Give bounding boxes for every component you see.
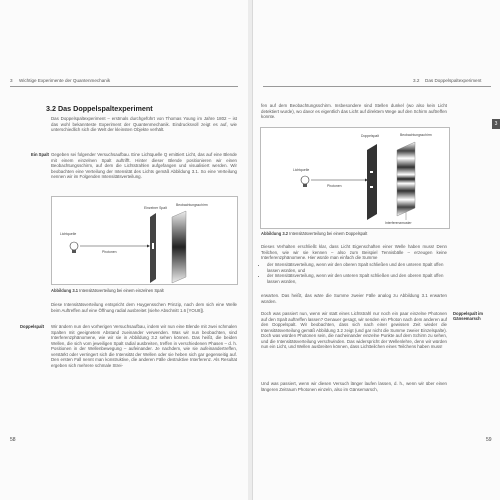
chapter-tab: 3	[492, 119, 500, 129]
running-header	[263, 78, 491, 87]
figure-double-slit	[260, 127, 450, 229]
section-title-header: Das Doppelspaltexperiment	[425, 78, 482, 83]
caption-text: Intensitätsverteilung bei einem Doppelspalt	[289, 231, 368, 236]
label-pattern: Interferenzmuster	[385, 221, 412, 225]
figure-caption-3-2	[261, 231, 367, 236]
label-photons: Photonen	[327, 184, 342, 188]
label-slit: Einzelner Spalt	[144, 206, 167, 210]
bulb-icon	[301, 176, 309, 187]
figure-single-slit	[51, 196, 238, 285]
chapter-number: 3	[10, 78, 13, 83]
label-photons: Photonen	[102, 250, 117, 254]
chapter-title: Wichtige Experimente der Quantenmechanik	[19, 78, 111, 83]
margin-note-doppelspalt: Doppelspalt	[20, 324, 44, 329]
double-slit-plate	[367, 144, 377, 220]
photon-paragraph: Doch was passiert nun, wenn wir statt eines Lichtstrahl nur noch ein paar einzelne Photonen auf den Spalt auftreffen lassen? Genauer gesagt, wir senden ein Photon nach dem anderen auf den Doppelspalt. Wir beobachten, dass sich nach einer gewissen Zeit wieder die Intensitätsverteilung gemäß Abbildung 3.2 zeigt (und gar nicht die Summe zweier Einzelspalte). Doch was würden Photonen sein, die nacheinander einzelne Punkte auf dem Schirm zu sehen, und die Intensitätsverteilung verschwinden. Das widerspricht der Wellenlehre, denn wir würden nun ein Licht, und Wellen ausbreiten können, dass Lichtteilchen eines Teilchens haben muss!	[261, 311, 447, 349]
right-page	[252, 0, 500, 500]
closing-paragraph: Und was passiert, wenn wir diesen Versuch länger laufen lassen, d. h., wenn wir über einen längeren Zeitraum Photonen einzeln, also im Gänsemarsch,	[261, 381, 447, 392]
page-number-left: 58	[10, 437, 16, 443]
label-screen: Beobachtungsschirm	[176, 203, 208, 207]
margin-note-gaensemarsch: Doppelspalt im Gänsemarsch	[453, 311, 484, 321]
single-slit-diagram	[52, 197, 237, 284]
label-screen: Beobachtungsschirm	[400, 133, 432, 137]
left-page	[0, 0, 249, 500]
bulb-icon	[70, 242, 78, 253]
observation-screen	[397, 142, 415, 216]
label-light-source: Lichtquelle	[293, 168, 310, 172]
section-number: 3.2	[413, 78, 420, 83]
section-title: 3.2 Das Doppelspaltexperiment	[46, 104, 153, 113]
label-light-source: Lichtquelle	[60, 232, 77, 236]
label-slit: Doppelspalt	[361, 134, 379, 138]
page-number-right: 59	[486, 437, 492, 443]
caption-label: Abbildung 3.1	[51, 288, 79, 293]
margin-note-einzelspalt: Ein Spalt	[31, 152, 49, 157]
intro-paragraph: Das Doppelspaltexperiment – erstmals durchgeführt von Thomas Young im Jahre 1802 – ist das wohl bekannteste Experiment der Quantenmechanik. Eindrucksvoll zeigt es auf, wie unterschiedlich sich die Welt der kleinsten Objekte verhält.	[51, 116, 237, 132]
doppelspalt-paragraph: Wir ändern nun den vorherigen Versuchsaufbau, indem wir nun eine Blende mit zwei schmalen Spalten mit geeignetem Abstand zueinander verwenden. Was wir nun beobachten, sind Interferenzphänomene, wie wir sie in Abbildung 3.2 sehen können. Das heißt, die beiden Wellen, die sich vom jeweiligen Spalt radial ausbreiten, treffen in verschiedenen Phasen – d. h. Positionen in der Wellenbewegung – aufeinander. Je nachdem, wie sie aufeinandertreffen, verstärkt oder verringert sich die Intensität der Wellen oder sie heben sich gar gegenseitig auf. Den ersten Fall nennt man konstruktive, die anderen Fälle destruktive Interferenz. Als Resultat ergeben sich mehrere schmale Strei-	[51, 324, 237, 368]
bullet-list	[261, 262, 447, 284]
figure-caption-3-1	[51, 288, 164, 293]
sum-paragraph: erwarten. Das heißt, das wäre die Summe zweier Fälle analog zu Abbildung 3.1 erwarten würden.	[261, 293, 447, 304]
huygens-paragraph: Diese Intensitätsverteilung entspricht dem Huygensschen Prinzip, nach dem sich eine Welle beim Auftreffen auf eine Öffnung radial ausbreitet (siehe Abschnitt 1.6 [YOU8]).	[51, 302, 237, 313]
einzelspalt-paragraph: Gegeben sei folgender Versuchsaufbau. Eine Lichtquelle Q emittiert Licht, das auf eine Blende mit einem einzelnen Spalt auftrifft. Hinter dieser Blende positionieren wir einen Beobachtungsschirm, auf dem die Lichtstrahlen aufgefangen und visualisiert werden. Wir beobachten eine Verteilung der Intensität des Lichts gemäß Abbildung 3.1. So eine Verteilung nennen wir im Folgenden Intensitätsverteilung.	[51, 152, 237, 179]
list-item: • der Intensitätsverteilung, wenn wir den oberen Spalt schließen und den unteren Spalt offen lassen würden, und	[267, 262, 447, 273]
wave-paragraph: Dieses Verhalten erschließt klar, dass Licht Eigenschaften einer Welle haben muss! Denn Teilchen, wie wir sie kennen – also zum Beispiel Tennisbälle – erzeugen keine Interferenzphänomene. Hier würde man einfach die Summe	[261, 244, 447, 260]
caption-label: Abbildung 3.2	[261, 231, 289, 236]
continuation-paragraph: fen auf dem Beobachtungsschirm. Insbesondere sind Stellen dunkel (wo also kein Licht detektiert wurde), wo davor es eigentlich das Licht auf direktem Wege auf den Schirm auftreffen konnte.	[261, 103, 447, 119]
list-item: • der Intensitätsverteilung, wenn wir den unteren Spalt schließen und den oberen Spalt offen lassen würden,	[267, 273, 447, 284]
caption-text: Intensitätsverteilung bei einem einzelnen Spalt	[79, 288, 164, 293]
observation-screen	[172, 211, 186, 283]
running-header	[10, 78, 238, 87]
double-slit-diagram	[261, 128, 449, 228]
